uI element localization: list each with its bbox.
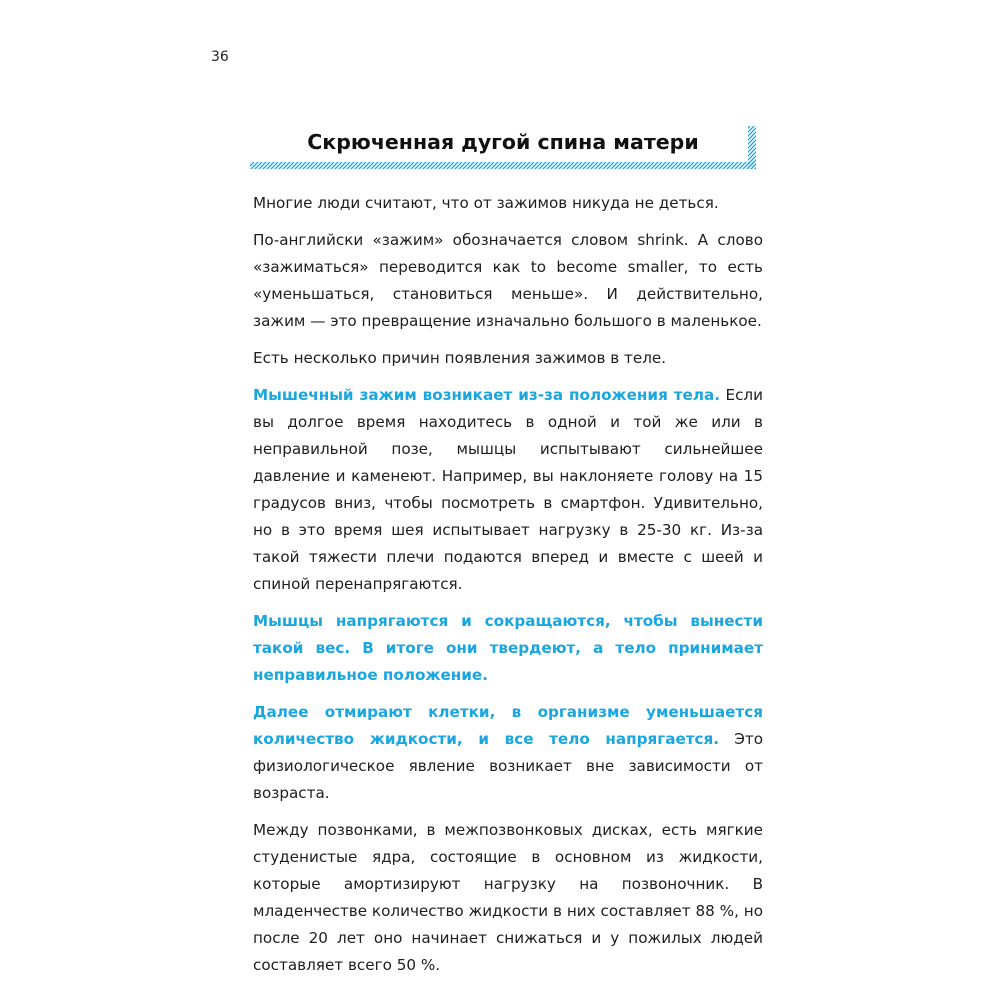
paragraph-7	[253, 817, 763, 979]
paragraph-text: Это физиологическое явление возникает вне зависимости от возраста.	[253, 730, 764, 802]
paragraph-3	[253, 345, 763, 372]
page-number: 36	[211, 49, 229, 65]
paragraph-text: Есть несколько причин появления зажимов в теле.	[253, 349, 667, 367]
chapter-heading: Скрюченная дугой спина матери	[307, 130, 699, 154]
paragraph-6	[253, 699, 763, 807]
paragraph-2	[253, 227, 763, 335]
paragraph-5	[253, 608, 763, 689]
paragraph-1	[253, 190, 763, 217]
body-text	[253, 190, 763, 989]
paragraph-text: Многие люди считают, что от зажимов никуда не деться.	[253, 194, 719, 212]
highlighted-text: Далее отмирают клетки, в организме уменьшается количество жидкости, и все тело напрягается.	[253, 703, 763, 748]
paragraph-text: По-английски «зажим» обозначается словом shrink. А слово «зажиматься» переводится как to become smaller, то есть «уменьшаться, становиться меньше». И действительно, зажим — это превращение изначально большого в маленькое.	[253, 231, 763, 330]
highlighted-text: Мышечный зажим возникает из-за положения тела.	[253, 386, 720, 404]
paragraph-4	[253, 382, 763, 598]
heading-block	[250, 126, 756, 170]
paragraph-text: Между позвонками, в межпозвонковых дисках, есть мягкие студенистые ядра, состоящие в основном из жидкости, которые амортизируют нагрузку на позвоночник. В младенчестве количество жидкости в них составляет 88 %, но после 20 лет оно начинает снижаться и у пожилых людей составляет всего 50 %.	[253, 821, 763, 974]
paragraph-text: Если вы долгое время находитесь в одной и той же или в неправильной позе, мышцы испытывают сильнейшее давление и каменеют. Например, вы наклоняете голову на 15 градусов вниз, чтобы посмотреть в смартфон. Удивительно, но в это время шея испытывает нагрузку в 25-30 кг. Из-за такой тяжести плечи подаются вперед и вместе с шеей и спиной перенапрягаются.	[253, 386, 763, 593]
highlighted-text: Мышцы напрягаются и сокращаются, чтобы вынести такой вес. В итоге они твердеют, а тело принимает неправильное положение.	[253, 612, 763, 684]
